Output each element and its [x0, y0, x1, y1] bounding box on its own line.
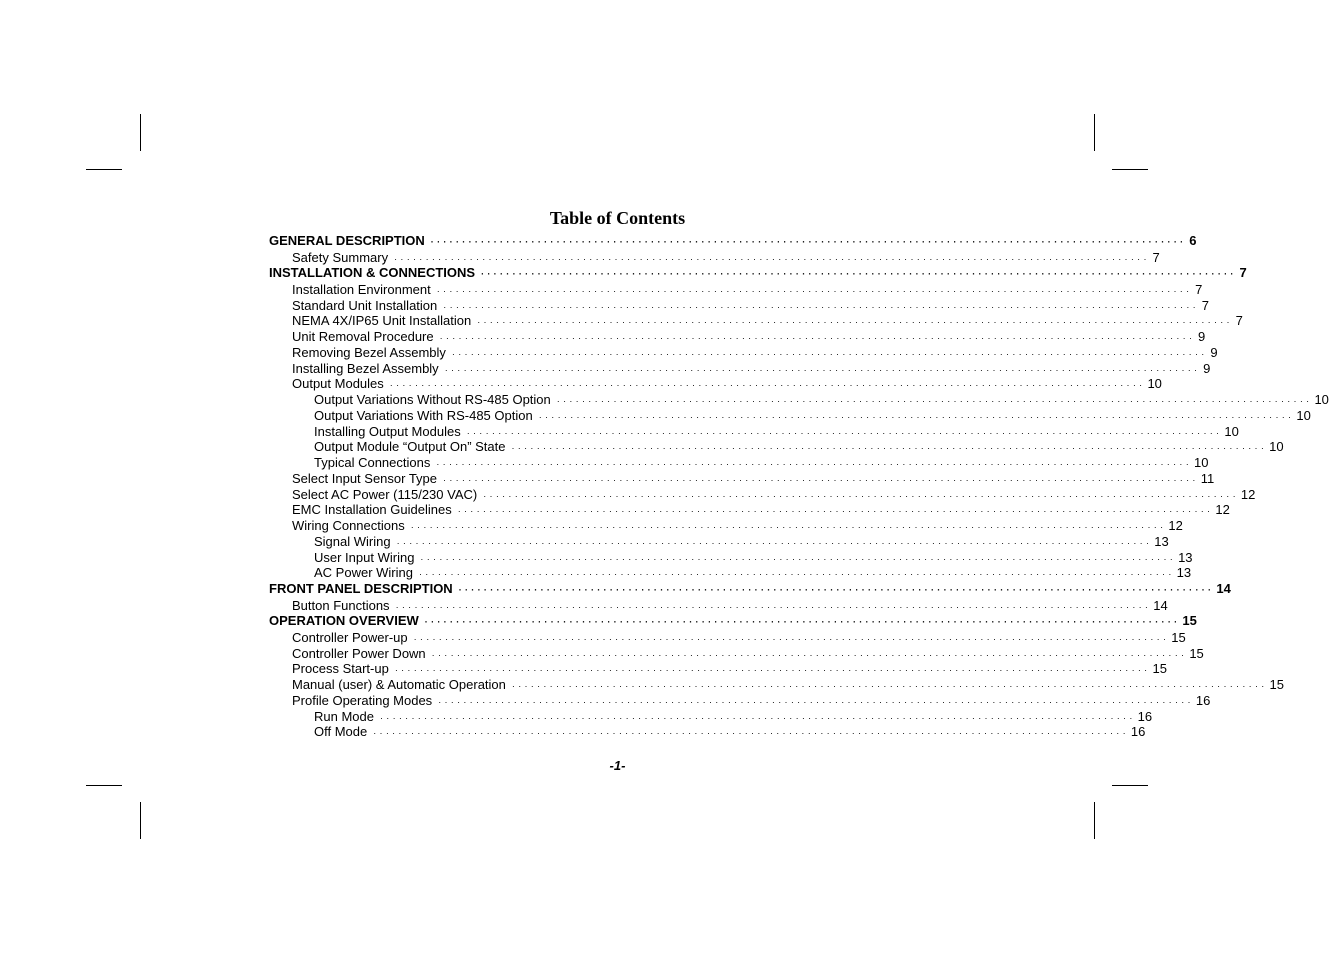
- toc-entry-label: Run Mode: [314, 708, 374, 724]
- toc-entry[interactable]: [269, 265, 1247, 282]
- toc-dot-leader: ························································································································: [420, 553, 1177, 564]
- toc-dot-leader: ························································································································: [418, 569, 1175, 580]
- toc-entry-page: 10: [1194, 455, 1209, 470]
- toc-entry[interactable]: [269, 661, 1167, 677]
- toc-entry-label: Output Variations With RS-485 Option: [314, 407, 533, 423]
- toc-dot-leader: ························································································································: [511, 681, 1268, 691]
- toc-entry[interactable]: [269, 281, 1203, 298]
- toc-entry[interactable]: [269, 470, 1215, 487]
- toc-entry-page: 13: [1176, 565, 1192, 581]
- toc-entry-page: 16: [1137, 708, 1153, 724]
- toc-dot-leader: ························································································································: [511, 443, 1268, 454]
- toc-entry-page: 16: [1130, 724, 1146, 740]
- toc-dot-leader: ························································································································: [410, 522, 1167, 532]
- toc-entry-label: Output Module “Output On” State: [314, 439, 506, 455]
- toc-entry-page: 12: [1215, 502, 1230, 518]
- toc-dot-leader: ························································································································: [396, 537, 1153, 548]
- toc-entry-page: 15: [1189, 645, 1204, 661]
- toc-entry[interactable]: [269, 233, 1197, 250]
- toc-entry[interactable]: [269, 313, 1243, 329]
- toc-entry-page: 15: [1182, 613, 1197, 629]
- toc-entry-page: 11: [1200, 470, 1215, 486]
- toc-dot-leader: ························································································································: [373, 728, 1129, 739]
- toc-dot-leader: ························································································································: [477, 317, 1233, 328]
- toc-entry[interactable]: [269, 455, 1209, 471]
- toc-entry[interactable]: [269, 297, 1209, 314]
- toc-entry-page: 15: [1171, 629, 1186, 645]
- toc-entry-page: 12: [1168, 518, 1183, 533]
- toc-entry-page: 15: [1152, 661, 1167, 677]
- toc-entry[interactable]: [269, 724, 1146, 740]
- toc-entry-label: Manual (user) & Automatic Operation: [292, 677, 506, 692]
- toc-entry-page: 7: [1201, 297, 1209, 313]
- toc-entry-label: EMC Installation Guidelines: [292, 502, 452, 518]
- toc-dot-leader: ························································································································: [443, 474, 1199, 485]
- toc-entry-page: 10: [1224, 423, 1239, 439]
- toc-entry[interactable]: [269, 392, 1329, 408]
- toc-entry[interactable]: [269, 645, 1204, 662]
- toc-dot-leader: ························································································································: [457, 506, 1214, 517]
- toc-entry-page: 10: [1314, 392, 1329, 407]
- toc-dot-leader: ························································································································: [439, 333, 1196, 343]
- toc-entry[interactable]: [269, 486, 1256, 503]
- toc-entry-label: Output Modules: [292, 376, 384, 392]
- toc-entry[interactable]: [269, 629, 1186, 646]
- toc-entry[interactable]: [269, 329, 1206, 345]
- page-number: -1-: [609, 758, 626, 773]
- toc-entry-label: Installing Bezel Assembly: [292, 360, 439, 376]
- toc-entry-label: Output Variations Without RS-485 Option: [314, 392, 551, 407]
- toc-entry[interactable]: [269, 407, 1311, 424]
- toc-entry-label: Installing Output Modules: [314, 423, 461, 439]
- toc-entry[interactable]: [269, 344, 1218, 361]
- toc-entry-label: Controller Power Down: [292, 645, 426, 661]
- toc-dot-leader: ························································································································: [424, 617, 1181, 628]
- toc-entry-page: 13: [1178, 549, 1193, 565]
- toc-entry-page: 7: [1195, 281, 1203, 297]
- toc-entry-label: Safety Summary: [292, 249, 389, 265]
- toc-entry-page: 14: [1153, 597, 1168, 613]
- toc-entry-page: 12: [1240, 486, 1256, 502]
- toc-entry-page: 10: [1269, 439, 1284, 455]
- toc-dot-leader: ························································································································: [444, 364, 1201, 375]
- toc-entry-page: 14: [1216, 581, 1231, 596]
- toc-dot-leader: ························································································································: [466, 427, 1223, 438]
- toc-entry-label: Controller Power-up: [292, 629, 408, 645]
- toc-entry-label: Select Input Sensor Type: [292, 470, 438, 486]
- toc-dot-leader: ························································································································: [451, 348, 1208, 359]
- toc-dot-leader: ························································································································: [395, 601, 1152, 612]
- toc-dot-leader: ························································································································: [436, 459, 1192, 469]
- toc-entry[interactable]: [269, 677, 1285, 693]
- toc-dot-leader: ························································································································: [436, 285, 1193, 296]
- toc-entry-label: Signal Wiring: [314, 533, 391, 549]
- toc-entry-label: INSTALLATION & CONNECTIONS: [269, 265, 476, 281]
- toc-entry[interactable]: [269, 581, 1231, 598]
- toc-entry-page: 7: [1152, 249, 1160, 265]
- toc-entry-page: 7: [1239, 265, 1247, 281]
- toc-entry-label: Standard Unit Installation: [292, 297, 438, 313]
- toc-dot-leader: ························································································································: [431, 649, 1188, 660]
- crop-mark-top-right-horizontal: [1112, 169, 1148, 170]
- toc-entry[interactable]: [269, 533, 1169, 550]
- crop-mark-top-right-vertical: [1094, 114, 1095, 151]
- toc-entry[interactable]: [269, 597, 1168, 614]
- toc-entry-page: 10: [1296, 407, 1311, 423]
- toc-entry-label: AC Power Wiring: [314, 565, 413, 581]
- crop-mark-bottom-left-vertical: [140, 802, 141, 839]
- table-of-contents: [269, 233, 1329, 740]
- toc-entry-page: 9: [1203, 360, 1211, 376]
- toc-entry[interactable]: [269, 423, 1239, 440]
- toc-entry[interactable]: [269, 502, 1230, 518]
- toc-entry-label: Unit Removal Procedure: [292, 329, 434, 344]
- toc-entry-page: 9: [1210, 344, 1218, 360]
- toc-entry[interactable]: [269, 549, 1193, 566]
- toc-dot-leader: ························································································································: [556, 396, 1313, 406]
- toc-entry-label: User Input Wiring: [314, 549, 415, 565]
- toc-entry-page: 13: [1154, 533, 1169, 549]
- toc-dot-leader: ························································································································: [438, 696, 1194, 707]
- crop-mark-top-left-vertical: [140, 114, 141, 151]
- toc-entry-label: Typical Connections: [314, 455, 431, 470]
- toc-entry[interactable]: [269, 376, 1162, 392]
- toc-entry-label: Profile Operating Modes: [292, 692, 433, 708]
- toc-dot-leader: ························································································································: [430, 237, 1187, 247]
- toc-entry[interactable]: [269, 249, 1160, 266]
- toc-entry-label: Process Start-up: [292, 661, 389, 677]
- toc-entry-label: OPERATION OVERVIEW: [269, 613, 419, 629]
- toc-entry-page: 10: [1147, 376, 1162, 392]
- toc-entry-label: GENERAL DESCRIPTION: [269, 233, 425, 248]
- toc-entry-label: Wiring Connections: [292, 518, 405, 533]
- toc-entry[interactable]: [269, 708, 1153, 725]
- toc-entry-page: 16: [1195, 692, 1211, 708]
- crop-mark-top-left-horizontal: [86, 169, 122, 170]
- toc-entry-page: 6: [1189, 233, 1197, 248]
- toc-entry-label: FRONT PANEL DESCRIPTION: [269, 581, 453, 596]
- crop-mark-bottom-left-horizontal: [86, 785, 122, 786]
- toc-entry-label: NEMA 4X/IP65 Unit Installation: [292, 313, 472, 329]
- toc-entry-page: 9: [1198, 329, 1206, 344]
- toc-entry-label: Off Mode: [314, 724, 368, 740]
- toc-entry[interactable]: [269, 692, 1211, 709]
- toc-dot-leader: ························································································································: [538, 411, 1295, 422]
- toc-dot-leader: ························································································································: [394, 253, 1150, 264]
- toc-dot-leader: ························································································································: [379, 712, 1136, 723]
- toc-entry-page: 7: [1235, 313, 1243, 329]
- toc-entry-label: Select AC Power (115/230 VAC): [292, 486, 478, 502]
- toc-entry[interactable]: [269, 613, 1197, 630]
- toc-entry[interactable]: [269, 518, 1183, 534]
- toc-entry[interactable]: [269, 439, 1284, 455]
- toc-entry-label: Removing Bezel Assembly: [292, 344, 446, 360]
- page-title: Table of Contents: [549, 208, 686, 228]
- toc-dot-leader: ························································································································: [394, 665, 1151, 676]
- toc-entry[interactable]: [269, 565, 1192, 581]
- toc-dot-leader: ························································································································: [389, 380, 1146, 391]
- toc-entry-label: Installation Environment: [292, 281, 431, 297]
- crop-mark-bottom-right-horizontal: [1112, 785, 1148, 786]
- toc-entry-page: 15: [1269, 677, 1285, 692]
- toc-dot-leader: ························································································································: [483, 490, 1239, 501]
- toc-dot-leader: ························································································································: [481, 269, 1237, 280]
- toc-entry-label: Button Functions: [292, 597, 390, 613]
- crop-mark-bottom-right-vertical: [1094, 802, 1095, 839]
- toc-dot-leader: ························································································································: [443, 301, 1199, 312]
- toc-dot-leader: ························································································································: [458, 585, 1215, 595]
- toc-entry[interactable]: [269, 360, 1211, 377]
- toc-dot-leader: ························································································································: [413, 633, 1170, 644]
